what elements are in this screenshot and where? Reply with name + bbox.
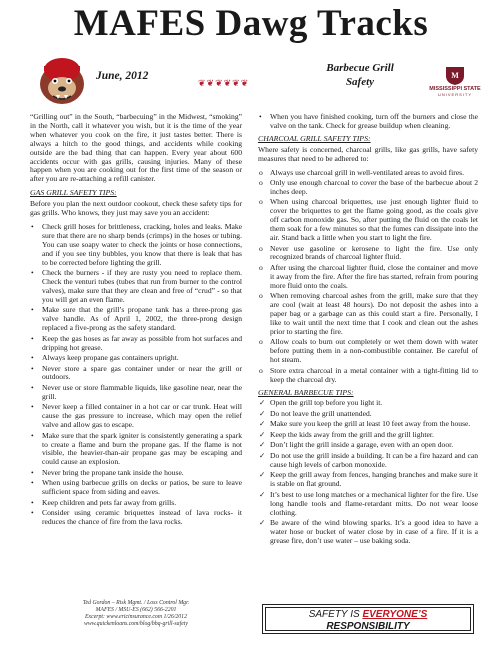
right-column <box>258 113 478 547</box>
list-item-text: Always keep propane gas containers upright. <box>42 353 179 363</box>
paw-prints-decoration: ❦❦❦❦❦❦ <box>198 78 250 88</box>
list-item <box>258 471 478 489</box>
bullet-icon: • <box>31 333 34 343</box>
list-item-text: Never store a spare gas container under or near the grill or outdoors. <box>42 363 242 382</box>
safety-slogan-line-2: RESPONSIBILITY <box>326 620 410 632</box>
list-item <box>30 354 242 363</box>
list-item <box>30 432 242 468</box>
list-item-text: When you have finished cooking, turn off the burners and close the valve on the tank. Check for grease buildup when cleaning. <box>270 112 478 130</box>
list-item-text: Keep children and pets far away from grills. <box>42 497 177 507</box>
credit-line-2: MAFES / MSU-ES (662) 566-2201 <box>95 607 177 613</box>
msu-subtitle: UNIVERSITY <box>437 92 472 98</box>
circle-bullet-icon: o <box>259 262 263 272</box>
msu-name: MISSISSIPPI STATE <box>429 86 481 92</box>
list-item-text: Keep the gas hoses as far away as possible from hot surfaces and dripping hot grease. <box>42 333 242 352</box>
gas-tips-continued-list <box>258 113 478 131</box>
credit-line-3: Excerpt: www.ericinsurance.com 1/26/2012 <box>85 614 187 620</box>
list-item-text: Never keep a filled container in a hot car or car trunk. Heat will cause the gas pressure to increase, which may open the relief valve and allow gas to escape. <box>42 402 242 430</box>
left-column <box>30 113 242 529</box>
list-item <box>30 269 242 305</box>
bullet-icon: • <box>31 353 34 363</box>
list-item <box>30 469 242 478</box>
list-item-text: Always use charcoal grill in well-ventilated areas to avoid fires. <box>270 167 464 177</box>
list-item-text: It’s best to use long matches or a mechanical lighter for the fire. Use long handle tools and flame-retardant mitts. Do not wear loose clothing. <box>270 489 478 517</box>
circle-bullet-icon: o <box>259 197 263 207</box>
bullet-icon: • <box>31 268 34 278</box>
list-item <box>258 452 478 470</box>
list-item <box>258 431 478 440</box>
circle-bullet-icon: o <box>259 365 263 375</box>
gas-grill-intro: Before you plan the next outdoor cookout, check these safety tips for gas grills. Who knows, they just may save you an accident: <box>30 199 242 218</box>
bullet-icon: • <box>31 221 34 231</box>
list-item-text: Make sure that the spark igniter is consistently generating a spark to create a flame and burn the propane gas. If the flame is not visible, the heavier-than-air propane gas may be escaping and could cause an explosion. <box>42 430 242 467</box>
list-item-text: Keep the grill away from fences, hanging branches and make sure it is stable on flat ground. <box>270 470 478 489</box>
list-item <box>258 399 478 408</box>
general-tips-heading: GENERAL BARBECUE TIPS: <box>258 387 354 397</box>
list-item <box>258 420 478 429</box>
list-item-text: Don’t light the grill inside a garage, even with an open door. <box>270 440 454 450</box>
svg-text:M: M <box>451 71 459 80</box>
checkmark-icon: ✓ <box>259 450 266 460</box>
msu-shield-icon <box>444 66 466 86</box>
checkmark-icon: ✓ <box>259 440 266 450</box>
general-tips-list <box>258 399 478 545</box>
list-item-text: Make sure that the grill’s propane tank has a three-prong gas valve handle. As of April 1, 2002, the three-prong design replaced a five-prong as the safety standard. <box>42 305 242 333</box>
circle-bullet-icon: o <box>259 243 263 253</box>
list-item-text: Store extra charcoal in a metal container with a tight-fitting lid to keep the charcoal dry. <box>270 365 478 384</box>
list-item-text: Keep the kids away from the grill and the grill lighter. <box>270 429 434 439</box>
list-item-text: Never use or store flammable liquids, like gasoline near, near the grill. <box>42 382 242 401</box>
list-item-text: Never use gasoline or kerosene to light the fire. Use only recognized brands of charcoal lighter fluid. <box>270 243 478 262</box>
list-item-text: When using barbecue grills on decks or patios, be sure to leave sufficient space from siding and eaves. <box>42 478 242 497</box>
circle-bullet-icon: o <box>259 167 263 177</box>
topic-line-2: Safety <box>345 75 375 88</box>
list-item <box>258 292 478 337</box>
list-item <box>258 491 478 518</box>
list-item <box>30 509 242 527</box>
checkmark-icon: ✓ <box>259 408 266 418</box>
intro-paragraph: “Grilling out” in the South, “barbecuing” in the Midwest, “smoking” in the North, call it whatever you wish, but it is the time of the year when whatever you cook on the fire, it just tastes better. There is always a hitch to the good things, and accidents while cooking outside are the bad thing that can happen. Every year about 600 accidents occur with gas grills, causing injuries. Many of these happen when you are cooking out for the first time of the season or after you are re-attaching a refill canister. <box>30 112 242 184</box>
checkmark-icon: ✓ <box>259 398 266 408</box>
list-item <box>30 384 242 402</box>
bullet-icon: • <box>31 430 34 440</box>
list-item-text: When using charcoal briquettes, use just enough lighter fluid to cover the briquettes to get the flame going good, as the coals give off carbon monoxide gas. So, after putting the fluid on the coals let them soak for a few minutes so that the fumes can dissipate into the air. Stand back a little when you start to light the fire. <box>270 197 478 243</box>
list-item <box>258 264 478 291</box>
list-item <box>258 113 478 131</box>
list-item-text: Consider using ceramic briquettes instead of lava rocks- it reduces the chance of fire from the lava rocks. <box>42 508 242 527</box>
list-item <box>258 519 478 546</box>
safety-emphasis: EVERYONE’S <box>362 609 428 620</box>
bullet-icon: • <box>31 467 34 477</box>
gas-tips-list <box>30 223 242 527</box>
list-item <box>30 335 242 353</box>
circle-bullet-icon: o <box>259 291 263 301</box>
list-item <box>30 499 242 508</box>
list-item-text: Be aware of the wind blowing sparks. It’s a good idea to have a water hose or bucket of water close by in case of a fire. If it is a grease fire, don’t use water – use baking soda. <box>270 518 478 545</box>
bullet-icon: • <box>31 382 34 392</box>
list-item <box>258 410 478 419</box>
checkmark-icon: ✓ <box>259 419 266 429</box>
checkmark-icon: ✓ <box>259 489 266 499</box>
list-item-text: Only use enough charcoal to cover the base of the barbecue about 2 inches deep. <box>270 178 478 196</box>
list-item-text: Do not use the grill inside a building. It can be a fire hazard and can cause high levels of carbon monoxide. <box>270 450 478 469</box>
issue-date: June, 2012 <box>96 70 149 82</box>
list-item-text: Do not leave the grill unattended. <box>270 408 372 418</box>
bullet-icon: • <box>259 112 262 121</box>
safety-slogan-line-1 <box>266 609 470 621</box>
bullet-icon: • <box>31 508 34 518</box>
list-item-text: Check grill hoses for brittleness, cracking, holes and leaks. Make sure that there are no sharp bends (crimps) in the hoses or tubing. You can use soapy water to check the joints or hose connections, and if you see tiny bubbles, you know that there is leak that has to be corrected before lighting the grill. <box>42 221 242 267</box>
bullet-icon: • <box>31 305 34 315</box>
list-item <box>258 198 478 243</box>
list-item-text: Make sure you keep the grill at least 10 feet away from the house. <box>270 419 471 429</box>
checkmark-icon: ✓ <box>259 518 266 528</box>
list-item-text: Check the burners - if they are rusty you need to replace them. Check the venturi tubes (tubes that run from burner to the control valves), make sure that they are clean and free of “crud” - so that you will get an even flame. <box>42 268 242 304</box>
safety-slogan-inner <box>265 607 471 631</box>
charcoal-grill-heading: CHARCOAL GRILL SAFETY TIPS: <box>258 133 371 143</box>
charcoal-intro: Where safety is concerned, charcoal grills, like gas grills, have safety measures that need to be adhered to: <box>258 144 478 163</box>
credit-line-4: www.quickenloans.com/blog/bbq-grill-safety <box>84 621 188 627</box>
list-item <box>30 365 242 383</box>
author-credits <box>30 600 242 628</box>
list-item <box>30 403 242 430</box>
list-item <box>30 479 242 497</box>
safety-prefix: SAFETY IS <box>308 609 363 620</box>
bulldog-mascot-icon <box>32 50 92 108</box>
checkmark-icon: ✓ <box>259 429 266 439</box>
credit-line-1: Ted Gordon – Risk Mgmt. / Loss Control Mgr. <box>82 600 190 606</box>
list-item <box>258 179 478 197</box>
bullet-icon: • <box>31 402 34 412</box>
gas-grill-heading: GAS GRILL SAFETY TIPS: <box>30 188 117 198</box>
charcoal-tips-list <box>258 169 478 385</box>
list-item-text: After using the charcoal lighter fluid, close the container and move it away from the fire. After the fire has started, refrain from pouring more fluid onto the coals. <box>270 262 478 290</box>
circle-bullet-icon: o <box>259 337 263 347</box>
circle-bullet-icon: o <box>259 178 263 188</box>
msu-logo <box>420 66 490 97</box>
list-item <box>258 245 478 263</box>
list-item-text: Never bring the propane tank inside the house. <box>42 467 184 477</box>
topic-line-1: Barbecue Grill <box>326 62 394 74</box>
list-item <box>258 441 478 450</box>
issue-topic <box>310 62 410 90</box>
list-item <box>258 338 478 365</box>
list-item <box>30 223 242 268</box>
bullet-icon: • <box>31 478 34 488</box>
list-item <box>258 367 478 385</box>
list-item-text: When removing charcoal ashes from the grill, make sure that they are cool (wait at least 48 hours). Do not deposit the ashes into a paper bag or a garbage can as this could start a fire. Personally, I like to wait until the next time that I cook and clean out the ashes prior to starting the fire. <box>270 291 478 336</box>
checkmark-icon: ✓ <box>259 470 266 480</box>
list-item-text: Allow coals to burn out completely or wet them down with water before putting them in a non-combustible container. Be careful of hot steam. <box>270 337 478 365</box>
list-item <box>30 306 242 333</box>
bullet-icon: • <box>31 363 34 373</box>
bullet-icon: • <box>31 497 34 507</box>
list-item <box>258 169 478 178</box>
safety-slogan-box <box>262 604 474 634</box>
list-item-text: Open the grill top before you light it. <box>270 398 383 408</box>
newsletter-title: MAFES Dawg Tracks <box>73 3 429 44</box>
